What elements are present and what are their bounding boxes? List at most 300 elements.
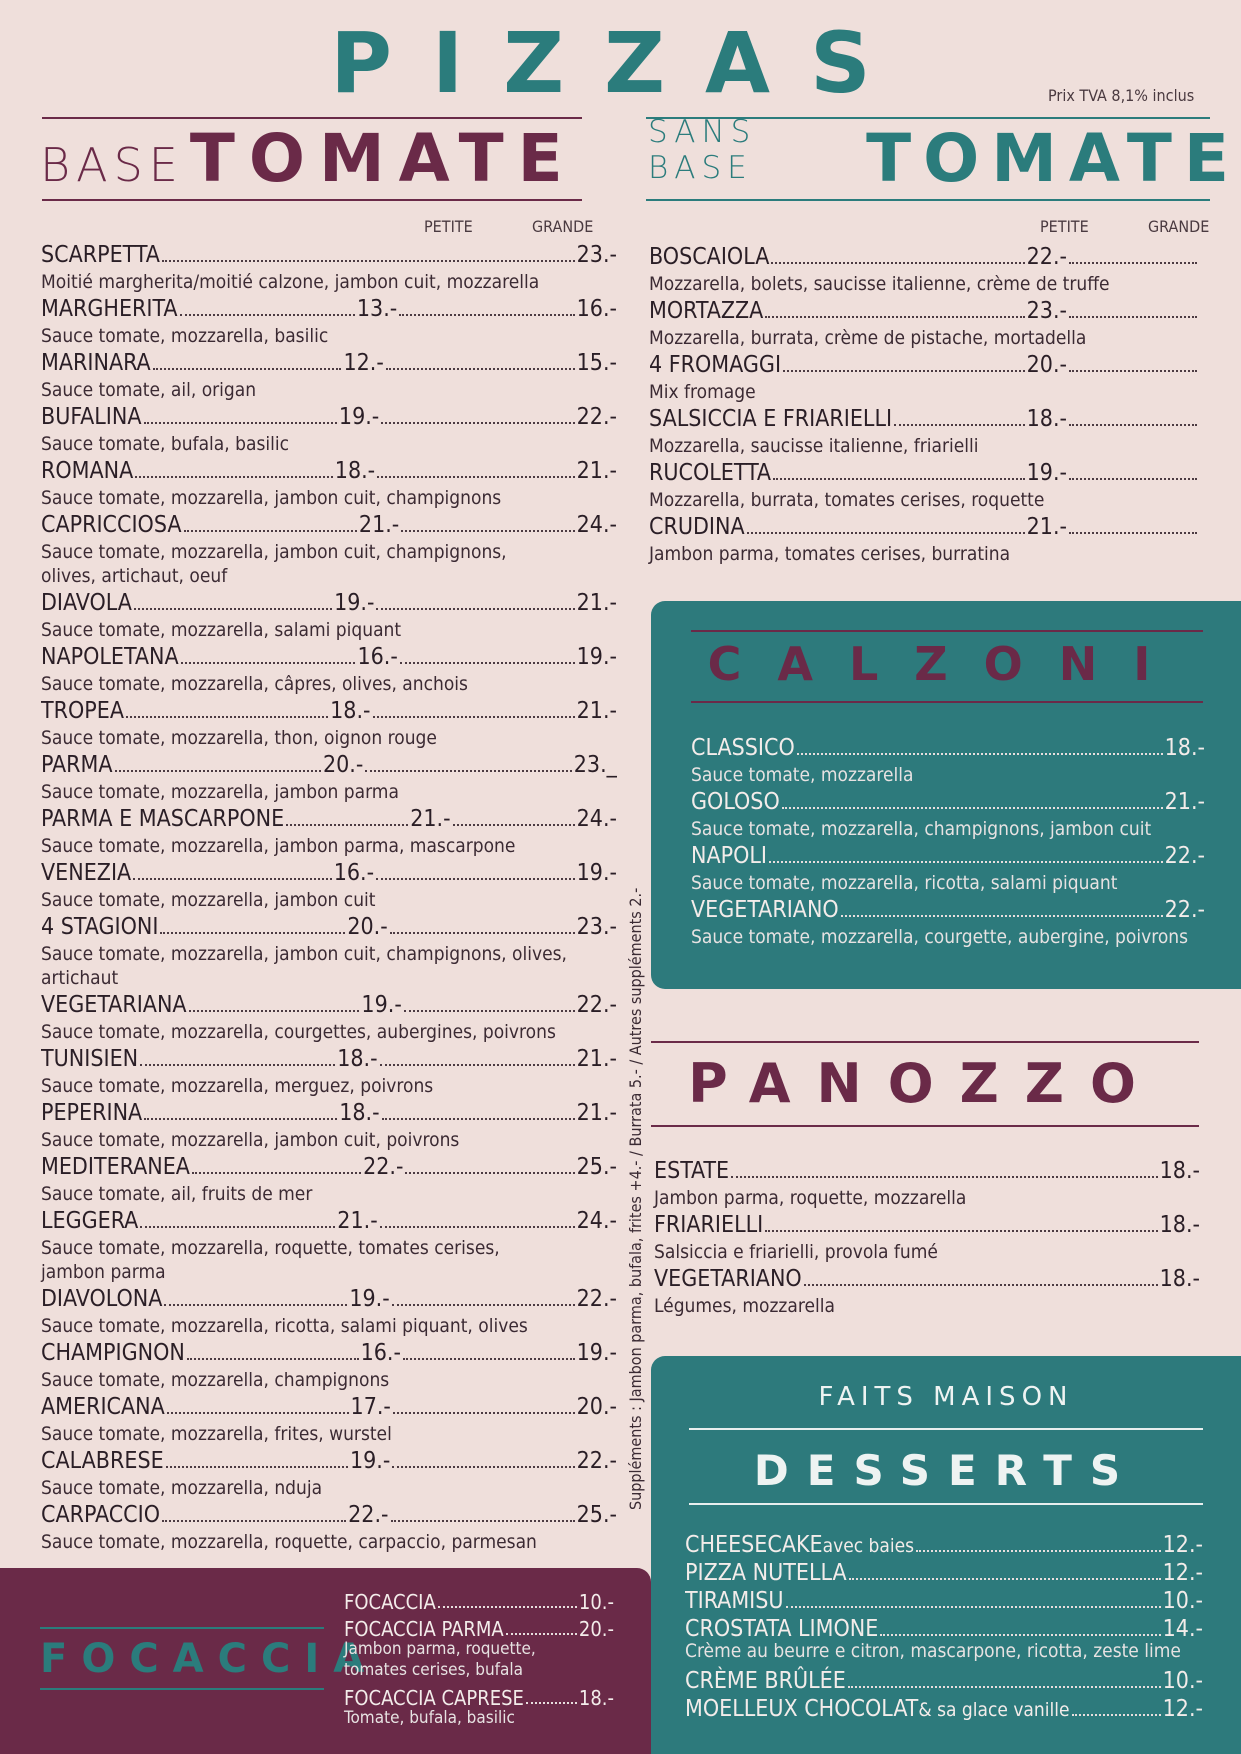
menu-item-price: 16.- [333, 860, 375, 886]
focaccia-rule-bottom [40, 1688, 324, 1690]
dot-leader [438, 1606, 577, 1608]
desserts-rule-bottom [689, 1503, 1203, 1505]
menu-item-row [41, 588, 617, 616]
dot-leader [140, 1064, 335, 1066]
base-tomate-rule-top [42, 117, 582, 119]
menu-item-price: 22.- [363, 1154, 404, 1180]
menu-item-price: 22.- [1164, 843, 1205, 869]
dot-leader [1069, 316, 1197, 318]
menu-item-row [41, 1152, 617, 1180]
menu-item-price: 24.- [576, 806, 617, 832]
sans-col-large: GRANDE [1148, 217, 1210, 236]
menu-item-price: 19.- [349, 1448, 391, 1474]
base-col-small: PETITE [424, 217, 473, 236]
menu-item-price: 18.- [1026, 406, 1067, 432]
dot-leader [382, 1118, 575, 1120]
menu-item-price: 12.- [1162, 1560, 1203, 1586]
base-col-large: GRANDE [532, 217, 594, 236]
desserts-panel [651, 1356, 1241, 1754]
dot-leader [180, 314, 355, 316]
menu-item-price: 22.- [576, 404, 617, 430]
menu-item-name: PARMA E MASCARPONE [41, 806, 285, 832]
menu-item-description: Salsiccia e friarielli, provola fumé [654, 1241, 938, 1263]
menu-item-name: PEPERINA [41, 1100, 143, 1126]
menu-item-name: FRIARIELLI [654, 1212, 764, 1238]
menu-item-description: Sauce tomate, mozzarella, salami piquant [41, 619, 402, 641]
dot-leader [133, 878, 332, 880]
menu-item-name: MARGHERITA [41, 296, 178, 322]
menu-item-price: 18.- [1159, 1266, 1200, 1292]
menu-item-extra: & sa glace vanille [918, 1699, 1070, 1721]
menu-item-price: 19.- [1026, 460, 1067, 486]
menu-item-description: Sauce tomate, mozzarella, ricotta, salami piquant, olives [41, 1315, 528, 1337]
menu-item-name: RUCOLETTA [649, 460, 772, 486]
menu-item-row [41, 348, 617, 376]
dot-leader [380, 1064, 575, 1066]
menu-item-description: Sauce tomate, mozzarella, jambon parma, mascarpone [41, 835, 516, 857]
menu-item-description: tomates cerises, bufala [344, 1660, 524, 1680]
menu-item-row [41, 456, 617, 484]
menu-item-name: CLASSICO [691, 735, 795, 761]
menu-item-row [41, 1446, 617, 1474]
menu-item-name: TROPEA [41, 698, 124, 724]
menu-item-price: 16.- [360, 1340, 401, 1366]
dot-leader [386, 368, 575, 370]
menu-item-row [691, 895, 1205, 923]
menu-item-row [41, 1098, 617, 1126]
menu-item-name: MORTAZZA [649, 298, 764, 324]
menu-item-price: 22.- [348, 1502, 389, 1528]
menu-item-name: FOCACCIA CAPRESE [344, 1686, 524, 1710]
menu-item-row [41, 804, 617, 832]
menu-item-description: artichaut [41, 967, 119, 989]
menu-item-name: DIAVOLONA [41, 1286, 163, 1312]
dot-leader [126, 716, 328, 718]
vat-note: Prix TVA 8,1% inclus [1048, 86, 1195, 105]
dot-leader [153, 368, 342, 370]
menu-item-name: MOELLEUX CHOCOLAT [685, 1696, 919, 1722]
dot-leader [783, 370, 1025, 372]
base-tomate-label-thin: BASE [40, 138, 184, 192]
menu-item-row [685, 1530, 1203, 1558]
dot-leader [181, 662, 356, 664]
menu-item-name: CRÈME BRÛLÉE [685, 1668, 846, 1694]
menu-item-price: 18.- [1159, 1212, 1200, 1238]
menu-item-price: 18.- [339, 1100, 380, 1126]
dot-leader [167, 1412, 349, 1414]
menu-item-description: Sauce tomate, mozzarella, roquette, carpaccio, parmesan [41, 1531, 537, 1553]
sans-col-small: PETITE [1040, 217, 1089, 236]
dot-leader [187, 1358, 359, 1360]
menu-item-description: Sauce tomate, mozzarella, merguez, poivrons [41, 1075, 434, 1097]
menu-item-description: Sauce tomate, mozzarella, courgettes, aubergines, poivrons [41, 1021, 556, 1043]
menu-item-name: SCARPETTA [41, 242, 160, 268]
menu-item-row [691, 733, 1205, 761]
menu-item-price: 25.- [576, 1154, 617, 1180]
menu-item-row [649, 350, 1199, 378]
dot-leader [841, 915, 1163, 917]
menu-item-row [41, 1500, 617, 1528]
dot-leader [380, 1226, 575, 1228]
menu-item-price: 20.- [347, 914, 388, 940]
sans-base-label-bold: TOMATE [866, 120, 1241, 197]
menu-item-price: 23.- [576, 914, 617, 940]
dot-leader [391, 1520, 575, 1522]
menu-item-description: Sauce tomate, mozzarella, jambon cuit, champignons [41, 487, 502, 509]
calzoni-rule-bottom [691, 701, 1203, 703]
menu-item-name: NAPOLI [691, 843, 768, 869]
focaccia-title: FOCACCIA [40, 1636, 379, 1682]
panozzo-rule-bottom [651, 1125, 1199, 1127]
menu-item-name: BUFALINA [41, 404, 142, 430]
menu-item-row [649, 512, 1199, 540]
menu-item-row [654, 1264, 1200, 1292]
dot-leader [765, 316, 1024, 318]
dot-leader [916, 1550, 1161, 1552]
menu-item-row [41, 1338, 617, 1366]
dot-leader [376, 878, 575, 880]
menu-item-name: VEGETARIANO [654, 1266, 802, 1292]
menu-item-name: FOCACCIA PARMA [344, 1617, 504, 1641]
dot-leader [373, 716, 575, 718]
menu-item-price: 15.- [576, 350, 617, 376]
menu-item-price: 16.- [576, 296, 617, 322]
menu-item-description: Sauce tomate, ail, origan [41, 379, 257, 401]
menu-item-description: Moitié margherita/moitié calzone, jambon cuit, mozzarella [41, 271, 540, 293]
dot-leader [747, 532, 1025, 534]
menu-item-price: 10.- [1162, 1668, 1203, 1694]
menu-item-price: 22.- [1026, 244, 1067, 270]
menu-item-row [41, 1206, 617, 1234]
dot-leader [506, 1633, 577, 1635]
menu-item-price: 20.- [576, 1394, 617, 1420]
menu-item-name: NAPOLETANA [41, 644, 179, 670]
menu-item-extra: avec baies [822, 1535, 915, 1557]
panozzo-rule-top [651, 1041, 1199, 1043]
dot-leader [376, 608, 574, 610]
base-tomate-rule-bottom [42, 199, 582, 201]
dot-leader [453, 824, 575, 826]
dot-leader [399, 314, 574, 316]
menu-item-price: 24.- [576, 1208, 617, 1234]
menu-item-price: 12.- [343, 350, 384, 376]
menu-item-row [41, 294, 617, 322]
menu-item-name: CROSTATA LIMONE [685, 1616, 879, 1642]
menu-item-price: 19.- [576, 644, 617, 670]
menu-item-price: 19.- [334, 590, 375, 616]
menu-item-price: 21.- [410, 806, 451, 832]
dot-leader [1069, 478, 1197, 480]
menu-item-description: Légumes, mozzarella [654, 1295, 835, 1317]
dot-leader [377, 476, 574, 478]
page-title: PIZZAS [330, 14, 911, 112]
base-tomate-label-bold: TOMATE [189, 120, 577, 197]
menu-item-description: Mozzarella, burrata, tomates cerises, roquette [649, 489, 1045, 511]
menu-item-description: Sauce tomate, mozzarella, champignons, jambon cuit [691, 818, 1152, 840]
dot-leader [797, 753, 1163, 755]
menu-item-price: 19.- [361, 992, 402, 1018]
dot-leader [401, 530, 574, 532]
dot-leader [286, 824, 408, 826]
calzoni-title: CALZONI [707, 637, 1187, 691]
menu-item-row [41, 1392, 617, 1420]
menu-item-description: Sauce tomate, mozzarella [691, 764, 914, 786]
menu-item-price: 18.- [1159, 1158, 1200, 1184]
menu-item-row [41, 858, 617, 886]
calzoni-panel [651, 601, 1241, 989]
menu-item-name: FOCACCIA [344, 1590, 436, 1614]
menu-item-name: CHEESECAKE [685, 1532, 823, 1558]
menu-item-price: 10.- [1162, 1588, 1203, 1614]
menu-item-description: Mozzarella, burrata, crème de pistache, mortadella [649, 327, 1087, 349]
dot-leader [765, 1230, 1157, 1232]
menu-item-name: ESTATE [654, 1158, 730, 1184]
menu-item-price: 12.- [1162, 1532, 1203, 1558]
dot-leader [880, 1634, 1160, 1636]
dot-leader [162, 260, 575, 262]
menu-item-price: 18.- [330, 698, 371, 724]
menu-item-name: GOLOSO [691, 789, 780, 815]
dot-leader [769, 861, 1163, 863]
menu-item-name: CALABRESE [41, 1448, 164, 1474]
menu-item-price: 21.- [337, 1208, 378, 1234]
menu-item-name: CRUDINA [649, 514, 745, 540]
dot-leader [404, 1010, 575, 1012]
menu-item-row [41, 750, 617, 778]
menu-item-description: Sauce tomate, mozzarella, nduja [41, 1477, 323, 1499]
menu-item-row [41, 1044, 617, 1072]
dot-leader [731, 1176, 1157, 1178]
dot-leader [405, 1172, 574, 1174]
menu-item-name: LEGGERA [41, 1208, 139, 1234]
menu-item-price: 10.- [578, 1590, 614, 1614]
desserts-rule-top [689, 1428, 1203, 1430]
focaccia-panel [0, 1568, 651, 1754]
menu-item-price: 23._ [573, 752, 617, 778]
menu-item-row [41, 402, 617, 430]
menu-item-description: Sauce tomate, ail, fruits de mer [41, 1183, 313, 1205]
dot-leader [1069, 262, 1197, 264]
dot-leader [894, 424, 1025, 426]
menu-item-price: 18.- [1164, 735, 1205, 761]
menu-item-description: Sauce tomate, bufala, basilic [41, 433, 290, 455]
dot-leader [849, 1578, 1161, 1580]
menu-item-row [41, 696, 617, 724]
menu-item-name: VEGETARIANA [41, 992, 187, 1018]
dot-leader [392, 1466, 574, 1468]
menu-item-price: 21.- [1026, 514, 1067, 540]
menu-item-price: 18.- [334, 458, 376, 484]
dot-leader [782, 807, 1163, 809]
menu-item-price: 21.- [1164, 789, 1205, 815]
menu-item-row [649, 404, 1199, 432]
menu-item-price: 19.- [576, 1340, 617, 1366]
menu-item-name: PIZZA NUTELLA [685, 1560, 847, 1586]
menu-item-description: Sauce tomate, mozzarella, frites, wurstel [41, 1423, 392, 1445]
menu-item-row [344, 1586, 614, 1614]
menu-item-description: Mozzarella, saucisse italienne, friarielli [649, 435, 979, 457]
menu-item-name: TUNISIEN [41, 1046, 139, 1072]
menu-item-price: 19.- [349, 1286, 390, 1312]
dot-leader [162, 1520, 346, 1522]
menu-item-name: CARPACCIO [41, 1502, 161, 1528]
desserts-title: DESSERTS [753, 1446, 1139, 1495]
menu-item-description: jambon parma [41, 1261, 166, 1283]
menu-item-row [691, 787, 1205, 815]
menu-item-row [41, 990, 617, 1018]
menu-item-name: MARINARA [41, 350, 151, 376]
menu-item-description: Mozzarella, bolets, saucisse italienne, crème de truffe [649, 273, 1110, 295]
menu-item-description: Jambon parma, roquette, [344, 1639, 536, 1659]
menu-item-name: 4 STAGIONI [41, 914, 159, 940]
menu-item-price: 13.- [356, 296, 398, 322]
dot-leader [189, 1010, 360, 1012]
supplements-note: Suppléments : Jambon parma, bufala, frites +4.- / Burrata 5.- / Autres suppléments 2.- [626, 887, 645, 1510]
dot-leader [381, 422, 574, 424]
dot-leader [1069, 370, 1197, 372]
dot-leader [526, 1702, 577, 1704]
menu-item-description: Sauce tomate, mozzarella, ricotta, salami piquant [691, 872, 1118, 894]
dot-leader [392, 1304, 575, 1306]
menu-item-price: 20.- [1026, 352, 1067, 378]
menu-item-description: Mix fromage [649, 381, 756, 403]
menu-item-name: BOSCAIOLA [649, 244, 770, 270]
sans-base-rule-bottom [646, 199, 1210, 201]
dot-leader [786, 1606, 1161, 1608]
sans-base-header [648, 114, 1241, 197]
menu-item-price: 24.- [576, 512, 617, 538]
dot-leader [773, 478, 1025, 480]
menu-item-price: 18.- [578, 1686, 614, 1710]
dot-leader [192, 1172, 361, 1174]
menu-item-row [691, 841, 1205, 869]
dot-leader [115, 770, 321, 772]
menu-item-row [685, 1694, 1203, 1722]
menu-item-price: 16.- [357, 644, 398, 670]
menu-item-price: 25.- [576, 1502, 617, 1528]
menu-item-name: VEGETARIANO [691, 897, 839, 923]
menu-item-price: 19.- [576, 860, 617, 886]
menu-item-description: Sauce tomate, mozzarella, basilic [41, 325, 329, 347]
dot-leader [771, 262, 1024, 264]
menu-item-name: ROMANA [41, 458, 134, 484]
menu-item-price: 23.- [576, 242, 617, 268]
menu-item-description: Sauce tomate, mozzarella, thon, oignon rouge [41, 727, 437, 749]
dot-leader [184, 530, 357, 532]
menu-item-name: SALSICCIA E FRIARIELLI [649, 406, 893, 432]
menu-item-name: CHAMPIGNON [41, 1340, 185, 1366]
sans-base-label-thin: SANS BASE [648, 114, 757, 186]
menu-item-description: Jambon parma, tomates cerises, burratina [649, 543, 1011, 565]
dot-leader [390, 932, 575, 934]
menu-item-description: Sauce tomate, mozzarella, jambon parma [41, 781, 399, 803]
menu-item-price: 21.- [576, 698, 617, 724]
menu-item-price: 20.- [322, 752, 364, 778]
menu-item-price: 21.- [576, 1046, 617, 1072]
menu-item-description: Jambon parma, roquette, mozzarella [654, 1187, 967, 1209]
menu-item-price: 22.- [576, 992, 617, 1018]
dot-leader [848, 1686, 1161, 1688]
focaccia-rule-top [40, 1627, 324, 1629]
dot-leader [1069, 532, 1197, 534]
menu-item-description: Sauce tomate, mozzarella, jambon cuit, champignons, [41, 541, 507, 563]
menu-item-price: 22.- [576, 1448, 617, 1474]
menu-item-price: 21.- [576, 458, 617, 484]
dot-leader [365, 770, 571, 772]
dot-leader [160, 932, 345, 934]
menu-item-price: 21.- [576, 1100, 617, 1126]
menu-item-price: 18.- [337, 1046, 378, 1072]
menu-item-description: Sauce tomate, mozzarella, jambon cuit [41, 889, 376, 911]
menu-item-name: AMERICANA [41, 1394, 165, 1420]
dot-leader [393, 1412, 575, 1414]
menu-item-description: Sauce tomate, mozzarella, jambon cuit, poivrons [41, 1129, 460, 1151]
menu-item-row [41, 510, 617, 538]
dot-leader [140, 1226, 335, 1228]
menu-item-row [685, 1586, 1203, 1614]
menu-item-price: 20.- [578, 1617, 614, 1641]
menu-item-description: Tomate, bufala, basilic [344, 1708, 515, 1728]
menu-item-price: 21.- [576, 590, 617, 616]
menu-item-price: 14.- [1162, 1616, 1203, 1642]
menu-item-price: 19.- [338, 404, 380, 430]
menu-item-price: 22.- [1164, 897, 1205, 923]
dot-leader [166, 1466, 348, 1468]
dot-leader [144, 1118, 337, 1120]
menu-item-description: Sauce tomate, mozzarella, câpres, olives, anchois [41, 673, 468, 695]
menu-item-name: DIAVOLA [41, 590, 132, 616]
menu-item-description: Crème au beurre e citron, mascarpone, ricotta, zeste lime [685, 1640, 1181, 1662]
menu-item-description: Sauce tomate, mozzarella, jambon cuit, champignons, olives, [41, 943, 567, 965]
panozzo-title: PANOZZO [688, 1052, 1162, 1115]
menu-item-row [685, 1558, 1203, 1586]
menu-item-row [685, 1666, 1203, 1694]
menu-item-price: 12.- [1162, 1696, 1203, 1722]
menu-item-name: PARMA [41, 752, 113, 778]
menu-item-row [649, 242, 1199, 270]
menu-item-row [41, 642, 617, 670]
base-tomate-header [40, 120, 577, 197]
menu-item-description: Sauce tomate, mozzarella, champignons [41, 1369, 390, 1391]
menu-item-name: CAPRICCIOSA [41, 512, 182, 538]
menu-item-price: 22.- [576, 1286, 617, 1312]
menu-item-row [41, 1284, 617, 1312]
menu-item-row [649, 458, 1199, 486]
dot-leader [134, 608, 332, 610]
dot-leader [1072, 1714, 1161, 1716]
dot-leader [164, 1304, 347, 1306]
menu-item-row [649, 296, 1199, 324]
menu-item-price: 17.- [350, 1394, 391, 1420]
menu-item-name: MEDITERANEA [41, 1154, 190, 1180]
menu-item-name: 4 FROMAGGI [649, 352, 782, 378]
menu-item-row [654, 1156, 1200, 1184]
dot-leader [400, 662, 575, 664]
dot-leader [135, 476, 332, 478]
menu-item-name: VENEZIA [41, 860, 132, 886]
menu-item-row [41, 240, 617, 268]
menu-item-description: Sauce tomate, mozzarella, roquette, tomates cerises, [41, 1237, 500, 1259]
menu-item-price: 23.- [1026, 298, 1067, 324]
dot-leader [403, 1358, 575, 1360]
menu-item-price: 21.- [358, 512, 400, 538]
calzoni-rule-top [691, 630, 1203, 632]
dot-leader [804, 1284, 1158, 1286]
menu-item-row [654, 1210, 1200, 1238]
menu-item-name: TIRAMISU [685, 1588, 784, 1614]
dot-leader [1069, 424, 1197, 426]
menu-item-description: Sauce tomate, mozzarella, courgette, aubergine, poivrons [691, 926, 1189, 948]
